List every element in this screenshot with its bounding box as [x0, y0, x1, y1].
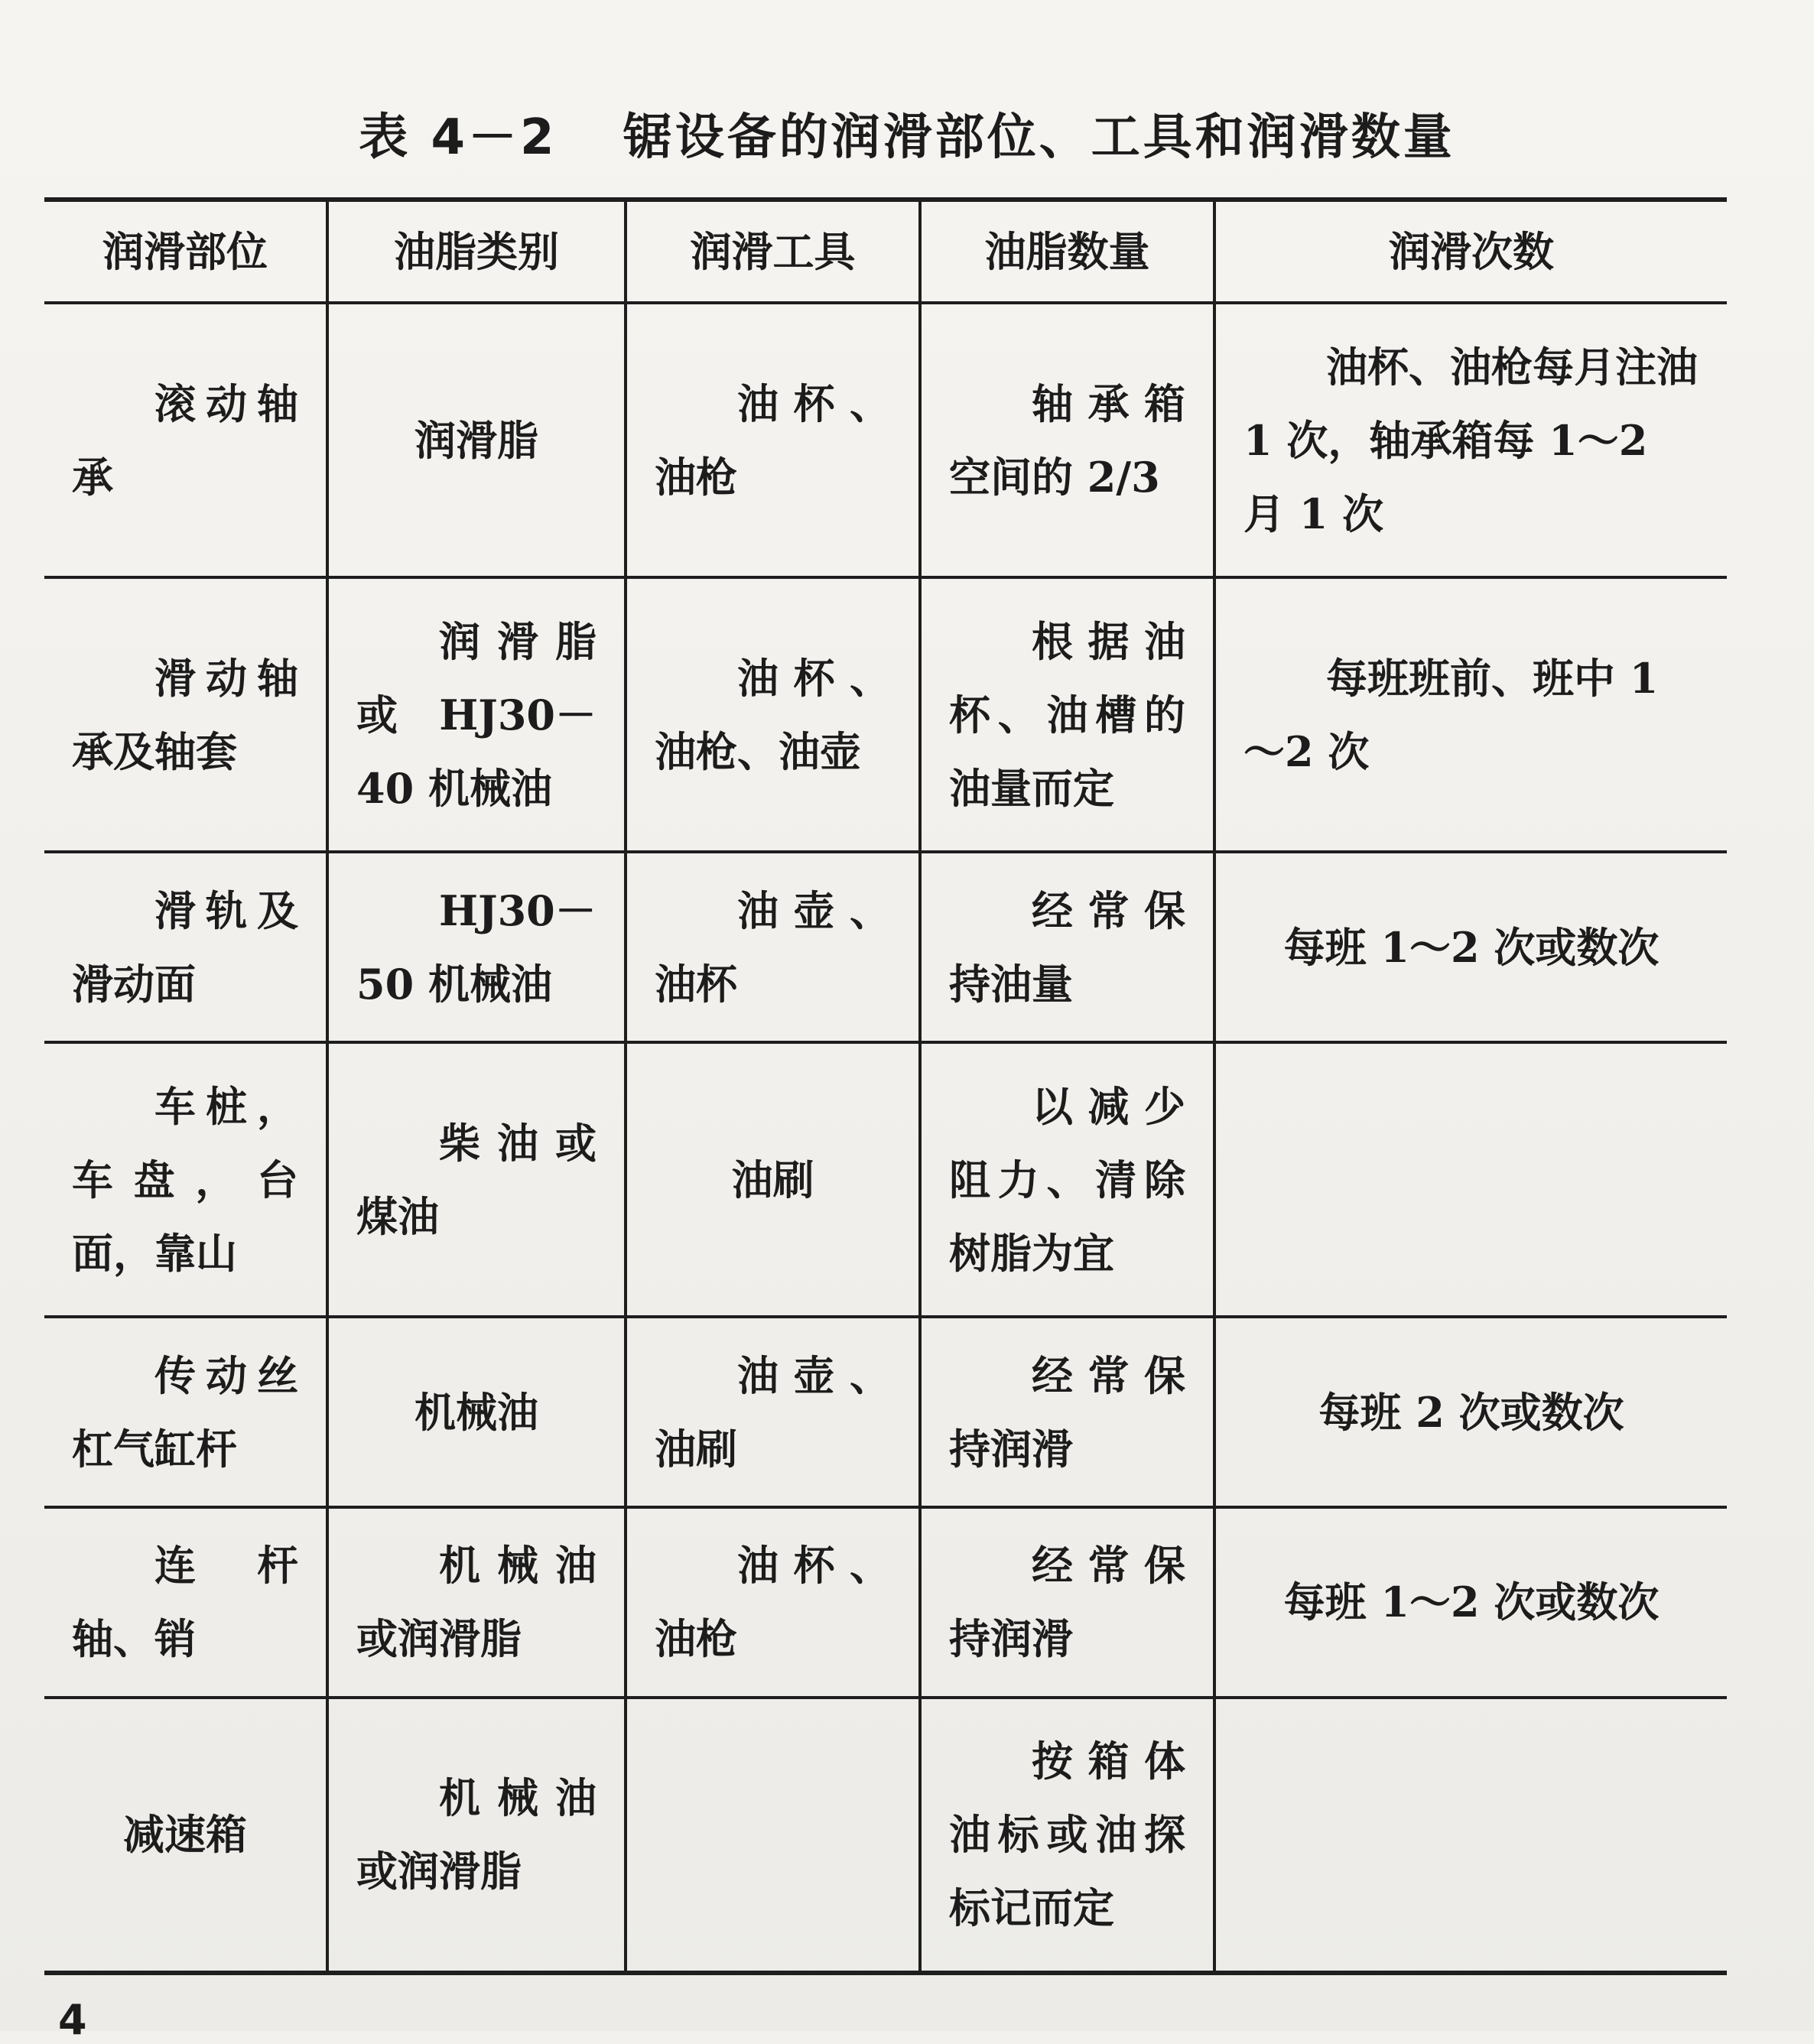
cell-frequency: 每班 1～2 次或数次: [1214, 1507, 1727, 1698]
cell-tool: 油壶、油刷: [626, 1317, 920, 1507]
lubrication-table: [44, 197, 1727, 1975]
cell-quantity: 以减少阻力、清除树脂为宜: [920, 1042, 1214, 1317]
cell-frequency: 油杯、油枪每月注油 1 次，轴承箱每 1～2 月 1 次: [1214, 303, 1727, 577]
cell-grease-type: 润滑脂: [327, 303, 626, 577]
cell-part: 滑动轴承及轴套: [44, 577, 327, 852]
header-cell-quantity: 油脂数量: [920, 200, 1214, 303]
cell-frequency: [1214, 1698, 1727, 1973]
cell-tool: 油杯、油枪: [626, 303, 920, 577]
cell-grease-type: 柴油或煤油: [327, 1042, 626, 1317]
table-row: [44, 303, 1727, 577]
cell-grease-type: HJ30－50 机械油: [327, 852, 626, 1042]
table-row: [44, 1698, 1727, 1973]
header-cell-part: 润滑部位: [44, 200, 327, 303]
cell-quantity: 经常保持润滑: [920, 1507, 1214, 1698]
cell-frequency: [1214, 1042, 1727, 1317]
cell-grease-type: 润滑脂或 HJ30－40 机械油: [327, 577, 626, 852]
cell-tool: 油刷: [626, 1042, 920, 1317]
cell-quantity: 根据油杯、油槽的油量而定: [920, 577, 1214, 852]
cell-frequency: 每班 2 次或数次: [1214, 1317, 1727, 1507]
table-row: [44, 1317, 1727, 1507]
cell-part: 减速箱: [44, 1698, 327, 1973]
table-caption: [0, 98, 1814, 168]
header-cell-frequency: 润滑次数: [1214, 200, 1727, 303]
cell-quantity: 经常保持润滑: [920, 1317, 1214, 1507]
cell-grease-type: 机械油: [327, 1317, 626, 1507]
table-row: [44, 1042, 1727, 1317]
table-row: [44, 852, 1727, 1042]
table-title: 锯设备的润滑部位、工具和润滑数量: [623, 109, 1455, 166]
cell-grease-type: 机械油或润滑脂: [327, 1698, 626, 1973]
cell-quantity: 按箱体油标或油探标记而定: [920, 1698, 1214, 1973]
cell-quantity: 轴承箱空间的 2/3: [920, 303, 1214, 577]
table-row: [44, 1507, 1727, 1698]
header-cell-tool: 润滑工具: [626, 200, 920, 303]
cell-tool: 油壶、油杯: [626, 852, 920, 1042]
cell-frequency: 每班 1～2 次或数次: [1214, 852, 1727, 1042]
cell-tool: [626, 1698, 920, 1973]
cell-part: 滑轨及滑动面: [44, 852, 327, 1042]
cell-quantity: 经常保持油量: [920, 852, 1214, 1042]
table-row: [44, 577, 1727, 852]
header-row: [44, 200, 1727, 303]
cell-frequency: 每班班前、班中 1～2 次: [1214, 577, 1727, 852]
cell-part: 滚动轴承: [44, 303, 327, 577]
cell-part: 传动丝杠气缸杆: [44, 1317, 327, 1507]
cell-grease-type: 机械油或润滑脂: [327, 1507, 626, 1698]
cell-part: 车桩，车盘，台面，靠山: [44, 1042, 327, 1317]
cell-tool: 油杯、油枪: [626, 1507, 920, 1698]
page-number: 4: [58, 1996, 87, 2044]
cell-tool: 油杯、油枪、油壶: [626, 577, 920, 852]
cell-part: 连杆轴、销: [44, 1507, 327, 1698]
table-number: 表 4－2: [359, 109, 558, 166]
header-cell-grease-type: 油脂类别: [327, 200, 626, 303]
